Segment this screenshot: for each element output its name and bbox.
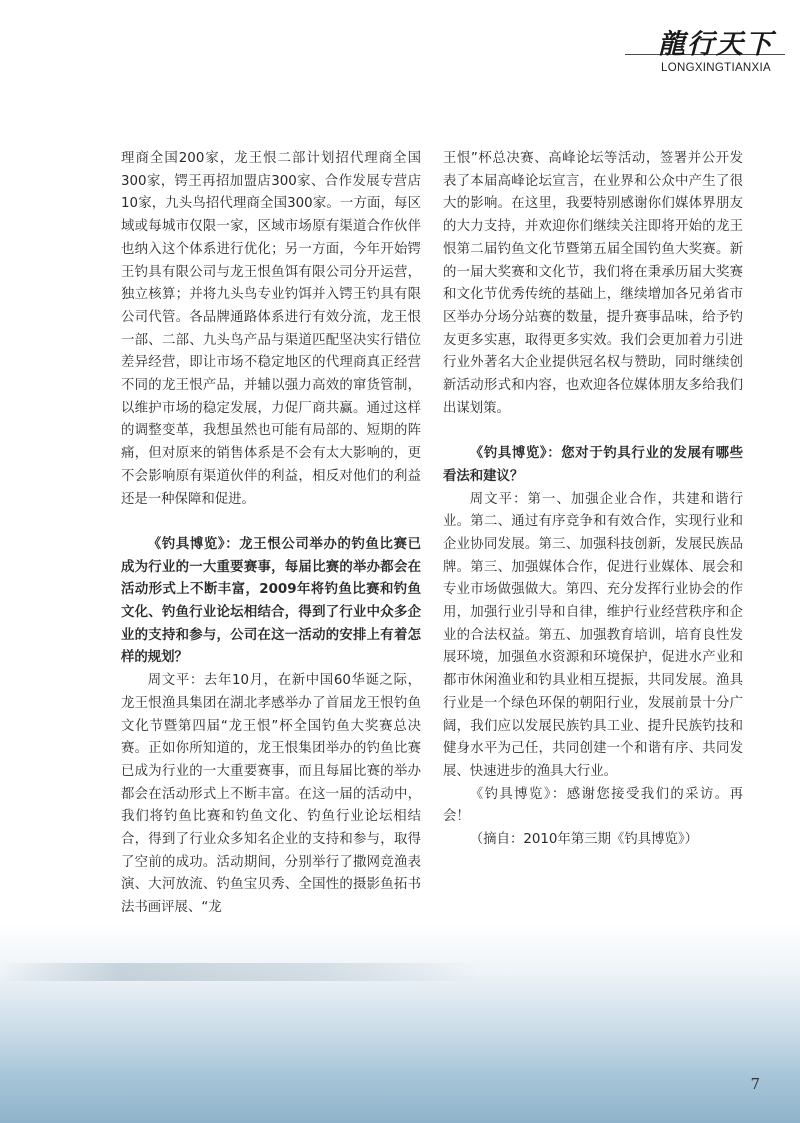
interview-answer: 周文平：第一、加强企业合作，共建和谐行业。第二、通过有序竞争和有效合作，实现行业和企业协同发展。第三、加强科技创新，发展民族品牌。第三、加强媒体合作，促进行业媒体、展会和专业市场做强做大。第四、充分发挥行业协会的作用，加强行业引导和自律，维护行业经营秩序和企业的合法权益。第五、加强教育培训，培育良性发展环境，加强鱼水资源和环境保护，促进水产业和都市休闲渔业和钓具业相互提振，共同发展。渔具行业是一个绿色环保的朝阳行业，发展前景十分广阔，我们应以发展民族钓具工业、提升民族钓技和健身水平为己任，共同创建一个和谐有序、共同发展、快速进步的渔具大行业。	[443, 491, 743, 779]
brand-title-cn: 龍行天下	[658, 29, 774, 60]
paragraph: 王恨”杯总决赛、高峰论坛等活动，签署并公开发表了本届高峰论坛宣言，在业界和公众中产生了很大的影响。在这里，我要特别感谢你们媒体界朋友的大力支持，并欢迎你们继续关注即将开始的龙王恨第二届钓鱼文化节暨第五届全国钓鱼大奖赛。新的一届大奖赛和文化节，我们将在秉承历届大奖赛和文化节优秀传统的基础上，继续增加各兄弟省市区举办分场分站赛的数量，提升赛事品味，给予钓友更多实惠，取得更多实效。我们会更加着力引进行业外著名大企业提供冠名权与赞助，同时继续创新活动形式和内容，也欢迎各位媒体朋友多给我们出谋划策。	[443, 151, 743, 416]
left-column	[121, 148, 421, 920]
closing-remark: 《钓具博览》：感谢您接受我们的采访。再会！	[443, 786, 743, 825]
sea-background-image	[0, 923, 800, 1123]
interview-question: 《钓具博览》：龙王恨公司举办的钓鱼比赛已成为行业的一大重要赛事，每届比赛的举办都会在活动形式上不断丰富，2009年将钓鱼比赛和钓鱼文化、钓鱼行业论坛相结合，得到了行业中众多企业的支持和参与，公司在这一活动的安排上有着怎样的规划？	[121, 536, 421, 666]
paragraph-gap	[121, 511, 421, 534]
interview-answer: 周文平：去年10月，在新中国60华诞之际，龙王恨渔具集团在湖北孝感举办了首届龙王恨钓鱼文化节暨第四届“龙王恨”杯全国钓鱼大奖赛总决赛。正如你所知道的，龙王恨集团举办的钓鱼比赛已成为行业的一大重要赛事，而且每届比赛的举办都会在活动形式上不断丰富。在这一届的活动中，我们将钓鱼比赛和钓鱼文化、钓鱼行业论坛相结合，得到了行业众多知名企业的支持和参与，取得了空前的成功。活动期间，分别举行了撒网竞渔表演、大河放流、钓鱼宝贝秀、全国性的摄影鱼拓书法书画评展、“龙	[121, 673, 421, 916]
interview-question: 《钓具博览》：您对于钓具行业的发展有哪些看法和建议？	[443, 446, 743, 484]
right-column	[443, 148, 743, 852]
brand-title-en: LONGXINGTIANXIA	[661, 62, 771, 74]
paragraph: 理商全国200家，龙王恨二部计划招代理商全国300家，锷王再招加盟店300家、合作发展专营店10家，九头鸟招代理商全国300家。一方面，每区域或每城市仅限一家，区域市场原有渠道合作伙伴也纳入这个体系进行优化；另一方面，今年开始锷王钓具有限公司与龙王恨鱼饵有限公司分开运营，独立核算；并将九头鸟专业钓饵并入锷王钓具有限公司代管。各品牌通路体系进行有效分流，龙王恨一部、二部、九头鸟产品与渠道匹配坚决实行错位差异经营，即让市场不稳定地区的代理商真正经营不同的龙王恨产品，并辅以强力高效的窜货管制，以维护市场的稳定发展，力促厂商共赢。通过这样的调整变革，我想虽然也可能有局部的、短期的阵痛，但对原来的销售体系是不会有太大影响的，更不会影响原有渠道伙伴的利益，相反对他们的利益还是一种保障和促进。	[121, 151, 421, 507]
source-citation: （摘自：2010年第三期《钓具博览》）	[469, 832, 699, 848]
paragraph-gap	[443, 420, 743, 443]
header-brand	[658, 30, 774, 74]
page-number: 7	[750, 1075, 760, 1093]
